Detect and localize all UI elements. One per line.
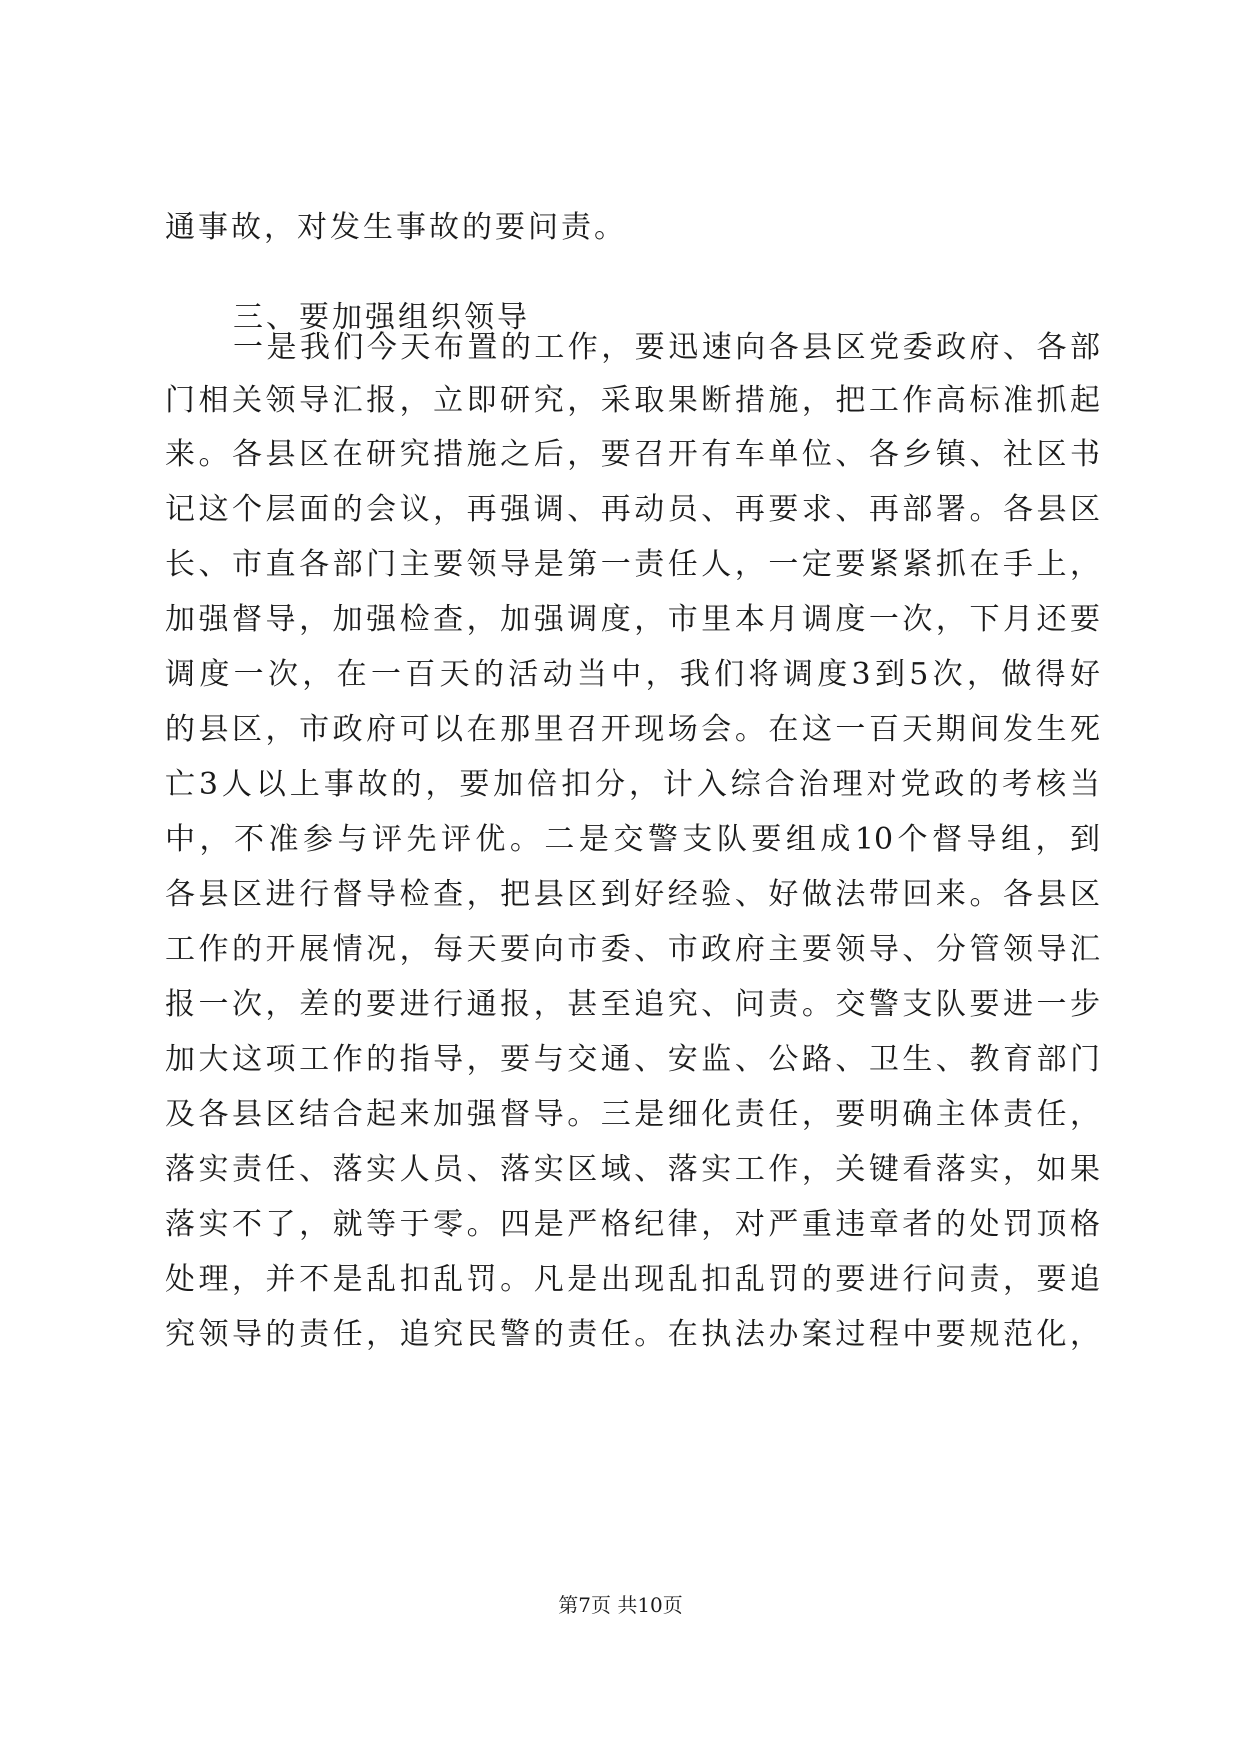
paragraph-line: 的县区，市政府可以在那里召开现场会。在这一百天期间发生死 <box>165 712 1100 747</box>
paragraph-line: 处理，并不是乱扣乱罚。凡是出现乱扣乱罚的要进行问责，要追 <box>165 1262 1100 1297</box>
paragraph-line: 亡3人以上事故的，要加倍扣分，计入综合治理对党政的考核当 <box>165 767 1100 802</box>
paragraph-line: 各县区进行督导检查，把县区到好经验、好做法带回来。各县区 <box>165 877 1100 912</box>
paragraph-line: 落实责任、落实人员、落实区域、落实工作，关键看落实，如果 <box>165 1152 1100 1187</box>
paragraph-line: 长、市直各部门主要领导是第一责任人，一定要紧紧抓在手上， <box>165 547 1100 582</box>
paragraph-line: 记这个层面的会议，再强调、再动员、再要求、再部署。各县区 <box>165 492 1100 527</box>
paragraph-line: 加强督导，加强检查，加强调度，市里本月调度一次，下月还要 <box>165 602 1100 637</box>
continuation-line: 通事故，对发生事故的要问责。 <box>165 210 627 245</box>
paragraph-line: 及各县区结合起来加强督导。三是细化责任，要明确主体责任， <box>165 1097 1100 1132</box>
paragraph-line: 调度一次，在一百天的活动当中，我们将调度3到5次，做得好 <box>165 657 1100 692</box>
paragraph-line: 加大这项工作的指导，要与交通、安监、公路、卫生、教育部门 <box>165 1042 1100 1077</box>
paragraph-line: 中，不准参与评先评优。二是交警支队要组成10个督导组，到 <box>165 822 1100 857</box>
paragraph-line: 工作的开展情况，每天要向市委、市政府主要领导、分管领导汇 <box>165 932 1100 967</box>
paragraph-line: 落实不了，就等于零。四是严格纪律，对严重违章者的处罚顶格 <box>165 1207 1100 1242</box>
section-heading: 三、要加强组织领导 <box>233 300 530 335</box>
paragraph-line: 究领导的责任，追究民警的责任。在执法办案过程中要规范化， <box>165 1317 1100 1352</box>
paragraph-line: 一是我们今天布置的工作，要迅速向各县区党委政府、各部 <box>233 330 1100 365</box>
paragraph-line: 来。各县区在研究措施之后，要召开有车单位、各乡镇、社区书 <box>165 437 1100 472</box>
paragraph-line: 报一次，差的要进行通报，甚至追究、问责。交警支队要进一步 <box>165 987 1100 1022</box>
page-number-footer: 第7页 共10页 <box>558 1593 683 1617</box>
paragraph-line: 门相关领导汇报，立即研究，采取果断措施，把工作高标准抓起 <box>165 383 1100 418</box>
